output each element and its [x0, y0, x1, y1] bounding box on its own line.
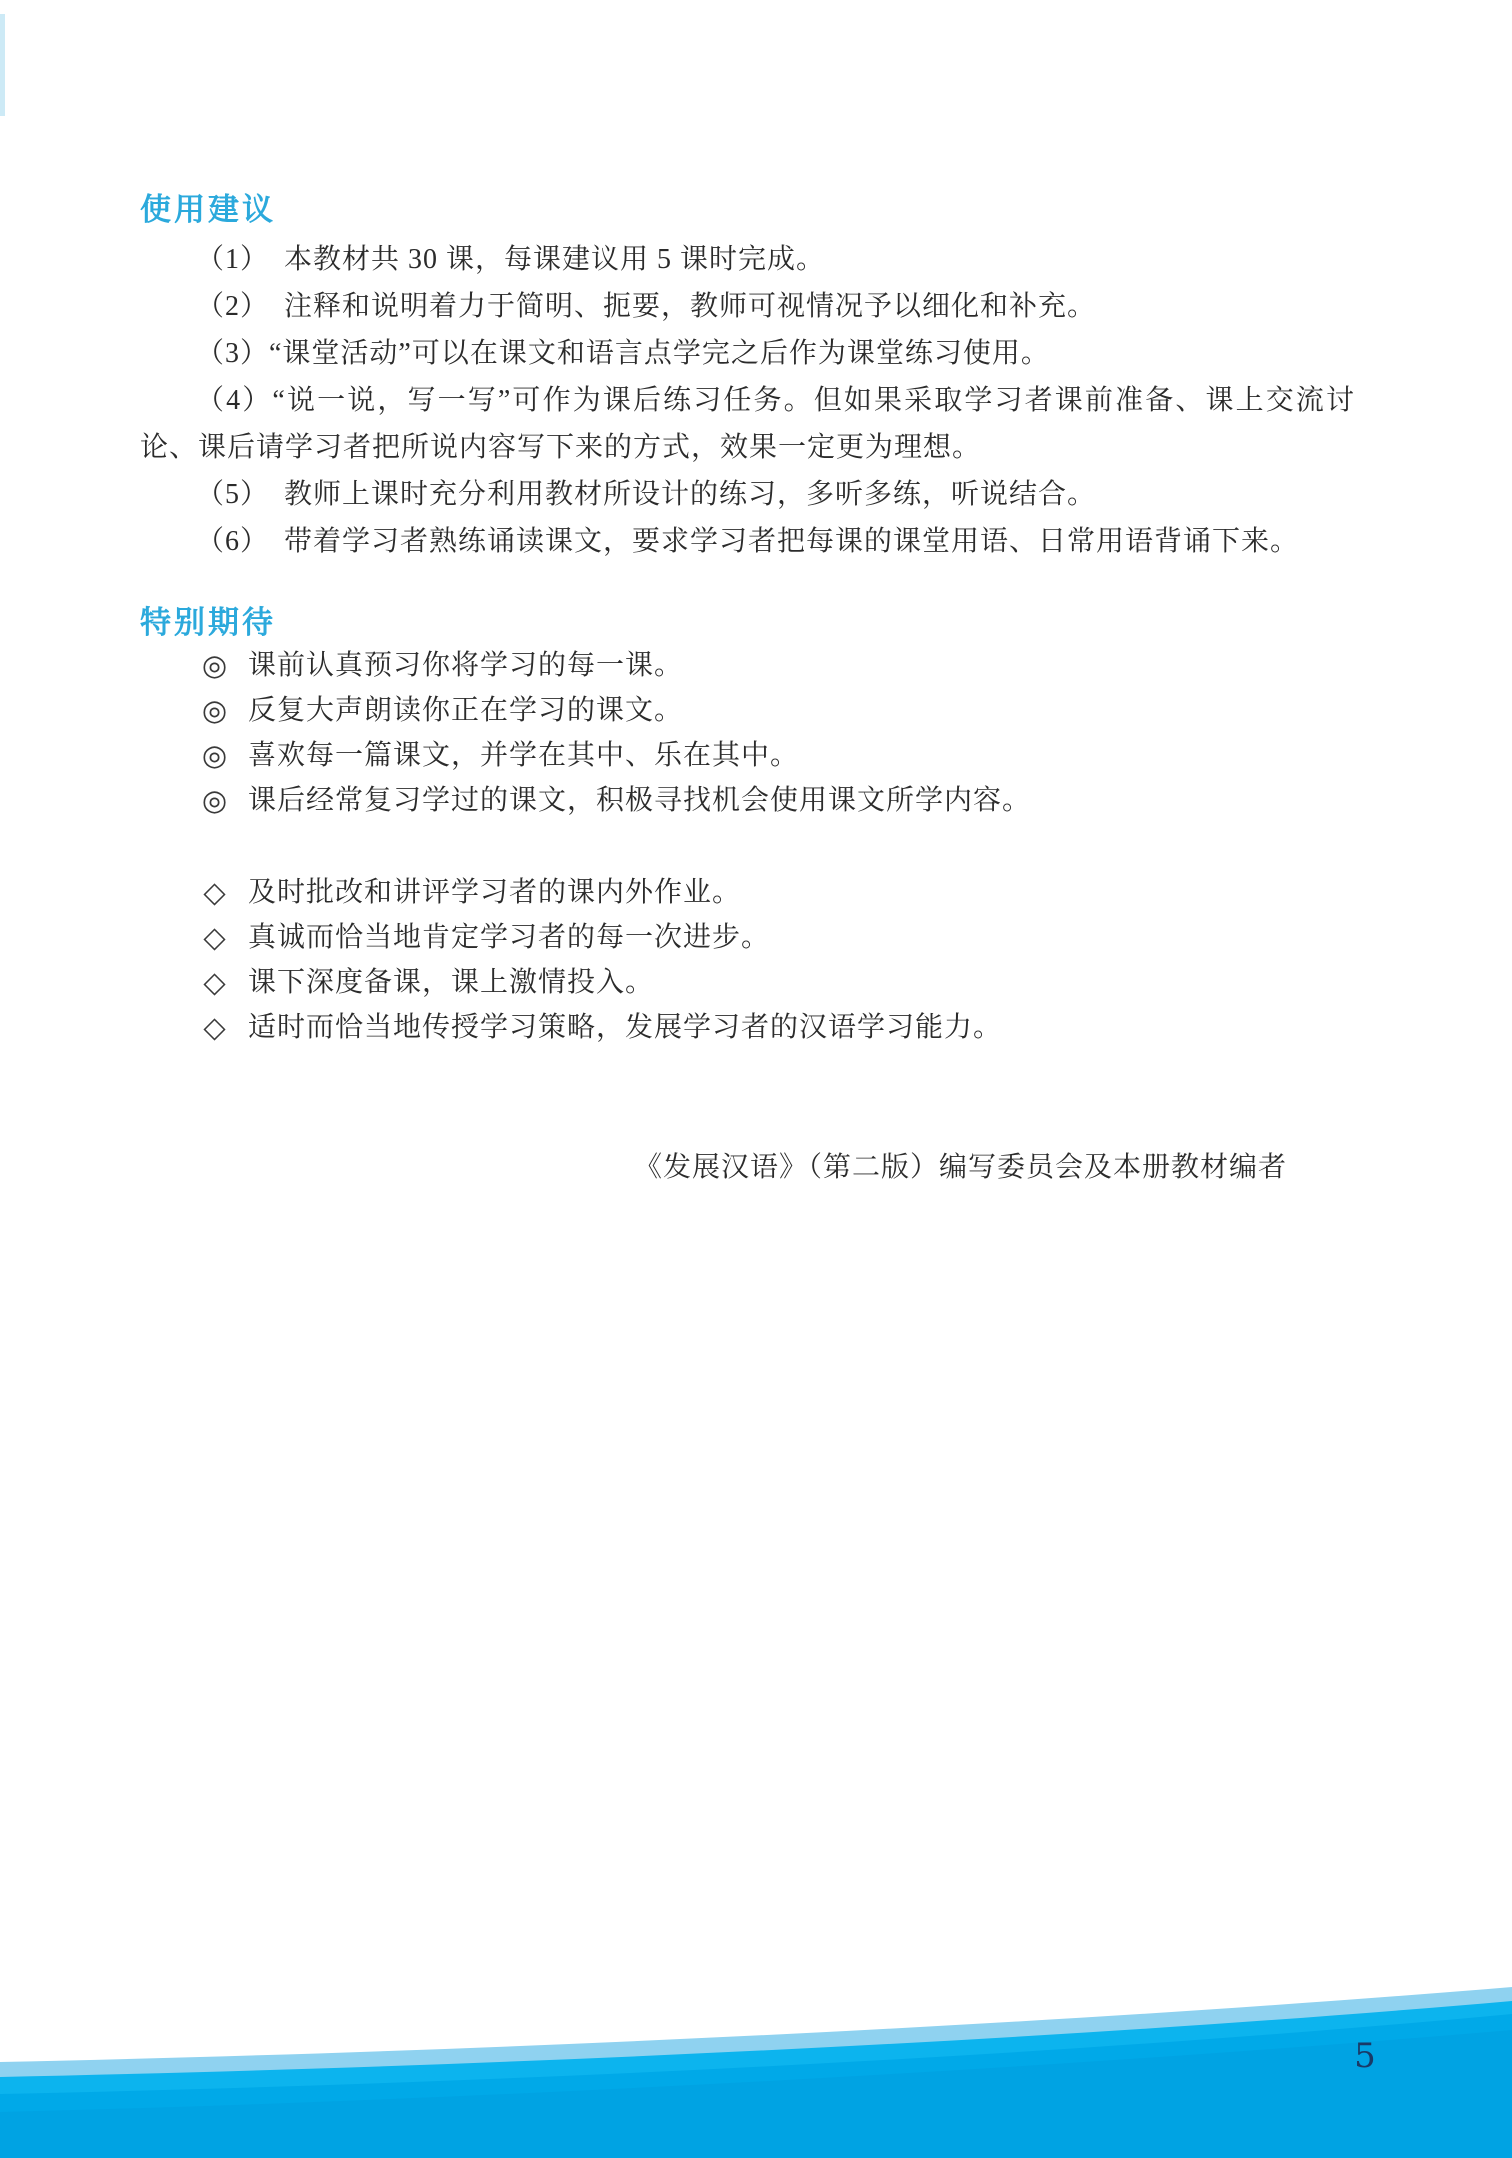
diamond-bullet-icon: ◇	[203, 920, 227, 954]
list-item	[140, 960, 1355, 1005]
usage-item-6: （6） 带着学习者熟练诵读课文，要求学习者把每课的课堂用语、日常用语背诵下来。	[196, 526, 1300, 557]
signature-line: 《发展汉语》（第二版）编写委员会及本册教材编者	[633, 1152, 1287, 1183]
diamond-bullet-icon: ◇	[203, 965, 227, 999]
usage-item-5: （5） 教师上课时充分利用教材所设计的练习，多听多练，听说结合。	[196, 479, 1097, 510]
usage-item-4: （4）“说一说，写一写”可作为课后练习任务。但如果采取学习者课前准备、课上交流讨论、课后请学习者把所说内容写下来的方式，效果一定更为理想。	[140, 385, 1355, 463]
list-item-text: 课后经常复习学过的课文，积极寻找机会使用课文所学内容。	[248, 785, 1032, 816]
double-circle-bullet-icon: ◎	[201, 648, 229, 682]
list-item	[140, 1005, 1355, 1050]
list-item	[140, 643, 1355, 688]
section-heading-usage: 使用建议	[140, 192, 276, 227]
list-item-text: 喜欢每一篇课文，并学在其中、乐在其中。	[248, 740, 800, 771]
list-item	[140, 688, 1355, 733]
double-circle-bullet-icon: ◎	[201, 738, 229, 772]
double-circle-bullet-icon: ◎	[201, 783, 229, 817]
double-circle-bullet-icon: ◎	[201, 693, 229, 727]
usage-item-3: （3）“课堂活动”可以在课文和语言点学完之后作为课堂练习使用。	[196, 338, 1050, 369]
teacher-expectations-list	[140, 870, 1355, 1050]
diamond-bullet-icon: ◇	[203, 875, 227, 909]
list-item-text: 适时而恰当地传授学习策略，发展学习者的汉语学习能力。	[248, 1012, 1003, 1043]
list-item-text: 真诚而恰当地肯定学习者的每一次进步。	[248, 922, 771, 953]
list-item-text: 及时批改和讲评学习者的课内外作业。	[248, 877, 742, 908]
content-area	[140, 190, 1355, 1190]
diamond-bullet-icon: ◇	[203, 1010, 227, 1044]
footer-wave	[0, 1958, 1512, 2158]
page-number: 5	[1354, 2036, 1376, 2076]
list-item	[140, 870, 1355, 915]
usage-suggestions-list	[140, 236, 1355, 565]
learner-expectations-list	[140, 643, 1355, 823]
list-item-text: 课下深度备课，课上激情投入。	[248, 967, 655, 998]
usage-item-2: （2） 注释和说明着力于简明、扼要，教师可视情况予以细化和补充。	[196, 291, 1097, 322]
list-item	[140, 778, 1355, 823]
list-item-text: 课前认真预习你将学习的每一课。	[248, 650, 684, 681]
left-edge-accent	[0, 14, 5, 116]
list-item	[140, 915, 1355, 960]
usage-item-1: （1） 本教材共 30 课，每课建议用 5 课时完成。	[196, 244, 826, 275]
section-heading-expectations: 特别期待	[140, 605, 276, 640]
list-item-text: 反复大声朗读你正在学习的课文。	[248, 695, 684, 726]
list-item	[140, 733, 1355, 778]
